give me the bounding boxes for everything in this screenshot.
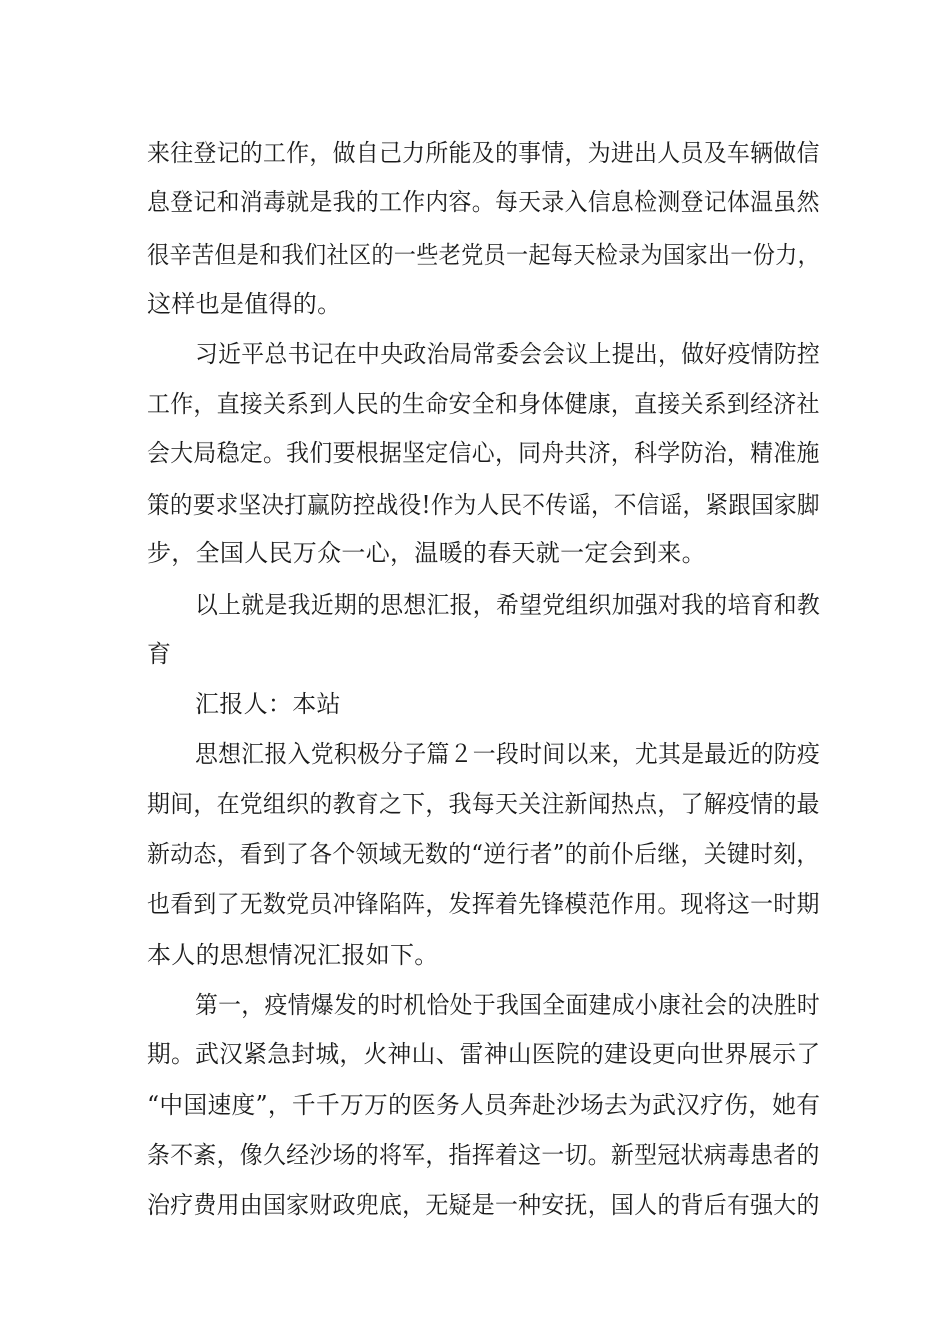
text-line: “中国速度”，千千万万的医务人员奔赴沙场去为武汉疗伤，她有 bbox=[147, 1091, 821, 1119]
text-line: 期间，在党组织的教育之下，我每天关注新闻热点，了解疫情的最 bbox=[147, 790, 820, 818]
text-line: 策的要求坚决打赢防控战役!作为人民不传谣，不信谣，紧跟国家脚 bbox=[147, 491, 820, 519]
text-line: 第一，疫情爆发的时机恰处于我国全面建成小康社会的决胜时 bbox=[195, 991, 821, 1019]
text-line: 期。武汉紧急封城，火神山、雷神山医院的建设更向世界展示了 bbox=[147, 1040, 821, 1068]
text-line: 育 bbox=[147, 640, 172, 668]
text-line: 来往登记的工作，做自己力所能及的事情，为进出人员及车辆做信 bbox=[147, 139, 820, 167]
text-line: 会大局稳定。我们要根据坚定信心，同舟共济，科学防治，精准施 bbox=[147, 439, 820, 467]
text-line: 息登记和消毒就是我的工作内容。每天录入信息检测登记体温虽然 bbox=[147, 188, 820, 216]
text-line: 新动态，看到了各个领域无数的“逆行者”的前仆后继，关键时刻， bbox=[147, 840, 820, 868]
text-line: 思想汇报入党积极分子篇２一段时间以来，尤其是最近的防疫 bbox=[195, 740, 821, 768]
text-line: 本人的思想情况汇报如下。 bbox=[147, 941, 439, 969]
text-line: 以上就是我近期的思想汇报，希望党组织加强对我的培育和教 bbox=[195, 591, 821, 619]
text-line: 也看到了无数党员冲锋陷阵，发挥着先锋模范作用。现将这一时期 bbox=[147, 890, 820, 918]
text-line: 工作，直接关系到人民的生命安全和身体健康，直接关系到经济社 bbox=[147, 390, 820, 418]
text-line: 条不紊，像久经沙场的将军，指挥着这一切。新型冠状病毒患者的 bbox=[147, 1141, 820, 1169]
text-line: 这样也是值得的。 bbox=[147, 290, 342, 318]
text-line: 步，全国人民万众一心，温暖的春天就一定会到来。 bbox=[147, 539, 706, 567]
text-line: 习近平总书记在中央政治局常委会会议上提出，做好疫情防控 bbox=[195, 340, 821, 368]
text-line: 治疗费用由国家财政兜底，无疑是一种安抚，国人的背后有强大的 bbox=[147, 1191, 820, 1219]
text-line: 汇报人：本站 bbox=[195, 690, 341, 718]
text-line: 很辛苦但是和我们社区的一些老党员一起每天检录为国家出一份力， bbox=[147, 241, 821, 269]
